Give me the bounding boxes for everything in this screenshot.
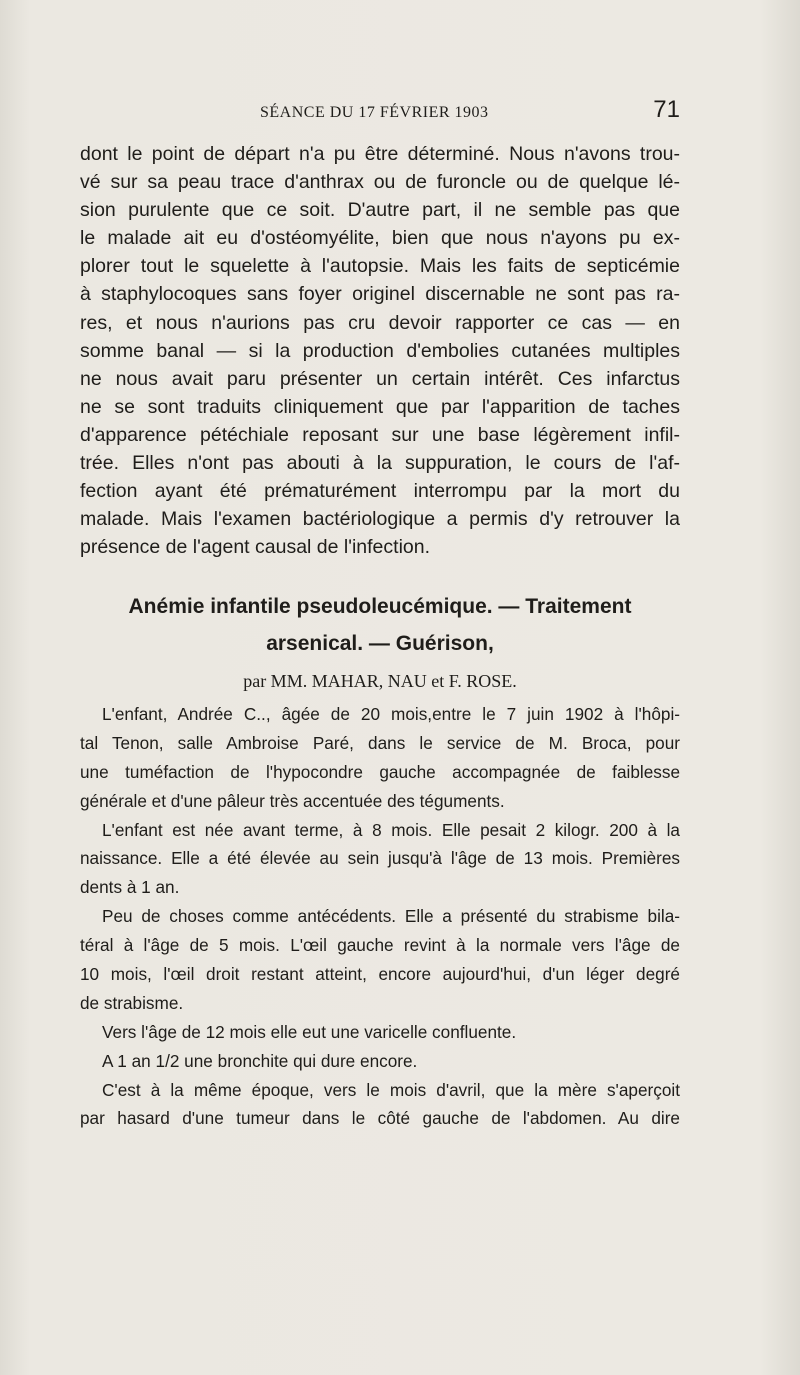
text-line: Peu de choses comme antécédents. Elle a présenté du strabisme bila- (102, 906, 680, 927)
text-line: trée. Elles n'ont pas abouti à la suppuration, le cours de l'af- (80, 452, 680, 475)
text-line: 10 mois, l'œil droit restant atteint, encore aujourd'hui, d'un léger degré (80, 964, 680, 985)
text-line: A 1 an 1/2 une bronchite qui dure encore. (102, 1050, 418, 1071)
text-line: L'enfant, Andrée C.., âgée de 20 mois,entre le 7 juin 1902 à l'hôpi- (102, 704, 680, 724)
text-line: dont le point de départ n'a pu être déterminé. Nous n'avons trou- (80, 143, 680, 165)
text-line: dents à 1 an. (80, 877, 180, 898)
text-line: de strabisme. (80, 992, 184, 1013)
text-line: naissance. Elle a été élevée au sein jusqu'à l'âge de 13 mois. Premières (80, 848, 680, 869)
article-title-line-2: arsenical. — Guérison, (266, 632, 494, 655)
text-line: sion purulente que ce soit. D'autre part, il ne semble pas que (80, 199, 680, 222)
text-line: plorer tout le squelette à l'autopsie. Mais les faits de septicémie (80, 255, 680, 278)
text-line: d'apparence pétéchiale reposant sur une base légèrement infil- (80, 423, 680, 446)
text-line: ne se sont traduits cliniquement que par l'apparition de taches (80, 395, 680, 418)
page-number: 71 (653, 96, 680, 123)
text-line: tal Tenon, salle Ambroise Paré, dans le service de M. Broca, pour (80, 732, 680, 753)
text-line: fection ayant été prématurément interrompu par la mort du (80, 480, 680, 503)
text-line: L'enfant est née avant terme, à 8 mois. Elle pesait 2 kilogr. 200 à la (102, 819, 680, 840)
text-line: malade. Mais l'examen bactériologique a permis d'y retrouver la (80, 508, 680, 531)
text-line: présence de l'agent causal de l'infection. (80, 536, 431, 559)
text-line: à staphylocoques sans foyer originel discernable ne sont pas ra- (80, 283, 680, 306)
article-title-line-1: Anémie infantile pseudoleucémique. — Traitement (128, 595, 632, 618)
text-line: le malade ait eu d'ostéomyélite, bien que nous n'ayons pu ex- (80, 227, 680, 250)
text-line: une tuméfaction de l'hypocondre gauche accompagnée de faiblesse (80, 761, 680, 782)
text-line: par hasard d'une tumeur dans le côté gauche de l'abdomen. Au dire (80, 1108, 680, 1129)
text-line: ne nous avait paru présenter un certain intérêt. Ces infarctus (80, 367, 680, 390)
article-authors: par MM. MAHAR, NAU et F. ROSE. (243, 671, 517, 691)
article-heading (80, 588, 680, 696)
text-line: générale et d'une pâleur très accentuée des téguments. (80, 790, 505, 811)
paragraph-case-report (80, 700, 680, 1133)
text-line: téral à l'âge de 5 mois. L'œil gauche revint à la normale vers l'âge de (80, 935, 680, 956)
text-line: vé sur sa peau trace d'anthrax ou de furoncle ou de quelque lé- (80, 171, 680, 194)
text-line: res, et nous n'aurions pas cru devoir rapporter ce cas — en (80, 311, 680, 334)
paragraph-septicemia-case (80, 140, 680, 561)
text-line: somme banal — si la production d'embolies cutanées multiples (80, 339, 680, 362)
page-header (80, 96, 680, 128)
running-head: SÉANCE DU 17 FÉVRIER 1903 (260, 104, 489, 121)
text-line: Vers l'âge de 12 mois elle eut une varicelle confluente. (102, 1021, 517, 1042)
text-line: C'est à la même époque, vers le mois d'avril, que la mère s'aperçoit (102, 1079, 680, 1100)
